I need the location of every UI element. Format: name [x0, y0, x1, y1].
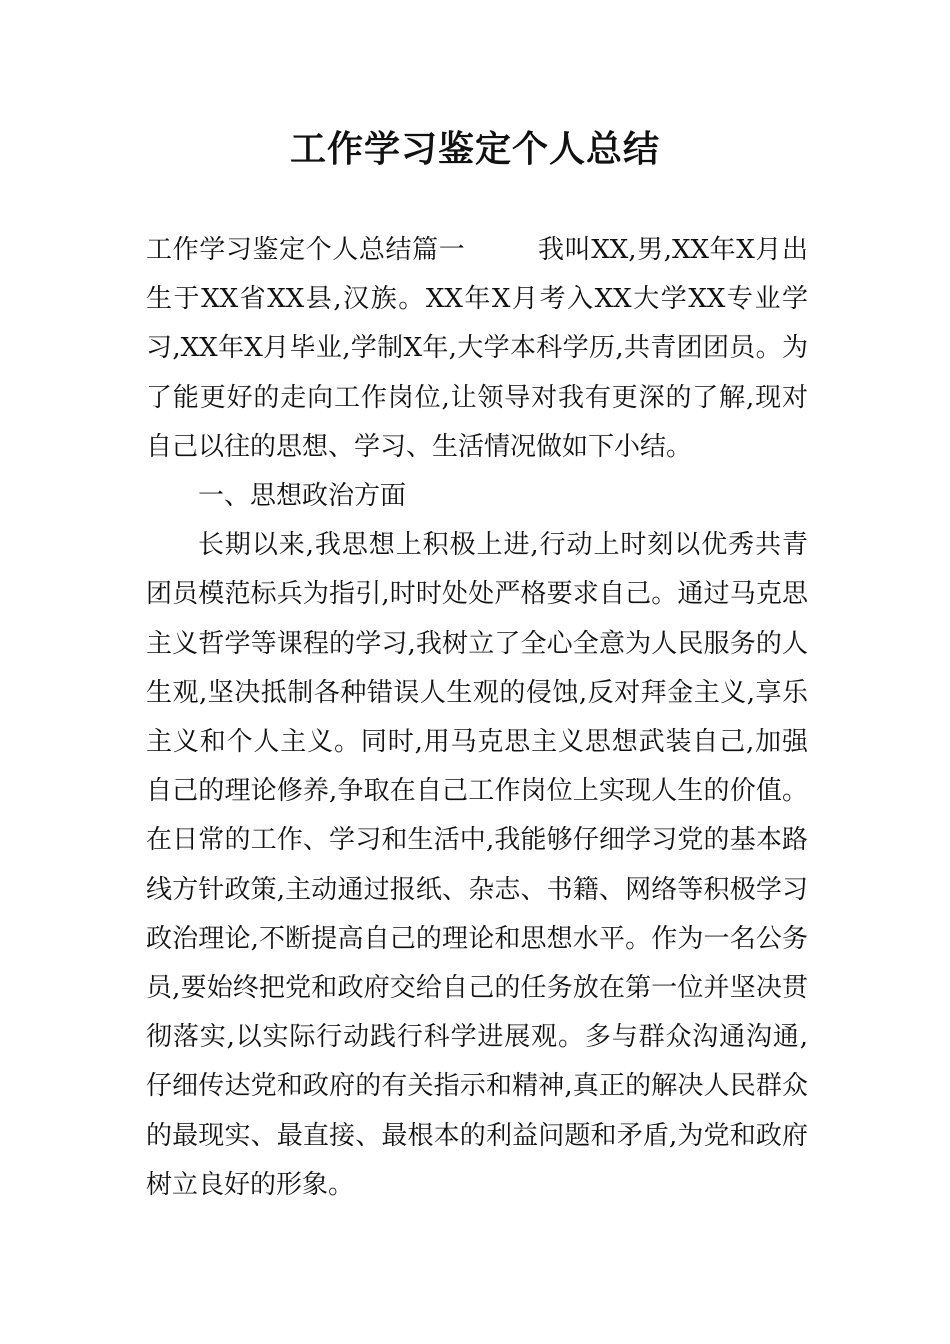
document-title: 工作学习鉴定个人总结: [289, 129, 660, 170]
intro-text: 我叫XX,男,XX年X月出生于XX省XX县,汉族。XX年X月考入XX大学XX专业学习,XX年X月毕业,学制X年,大学本科学历,共青团团员。为了能更好的走向工作岗位,让领导对我有更深的了解,现对自己以往的思想、学习、生活情况做如下小结。: [146, 235, 808, 462]
section-1-paragraph: 长期以来,我思想上积极上进,行动上时刻以优秀共青团员模范标兵为指引,时时处处严格要求自己。通过马克思主义哲学等课程的学习,我树立了全心全意为人民服务的人生观,坚决抵制各种错误人生观的侵蚀,反对拜金主义,享乐主义和个人主义。同时,用马克思主义思想武装自己,加强自己的理论修养,争取在自己工作岗位上实现人生的价值。在日常的工作、学习和生活中,我能够仔细学习党的基本路线方针政策,主动通过报纸、杂志、书籍、网络等积极学习政治理论,不断提高自己的理论和思想水平。作为一名公务员,要始终把党和政府交给自己的任务放在第一位并坚决贯彻落实,以实际行动践行科学进展观。多与群众沟通沟通,仔细传达党和政府的有关指示和精神,真正的解决人民群众的最现实、最直接、最根本的利益问题和矛盾,为党和政府树立良好的形象。: [146, 530, 808, 1200]
intro-paragraph: [146, 226, 808, 472]
document-body: [146, 226, 808, 1210]
intro-heading: 工作学习鉴定个人总结篇一: [146, 235, 466, 265]
section-1-heading: 一、思想政治方面: [198, 481, 407, 512]
